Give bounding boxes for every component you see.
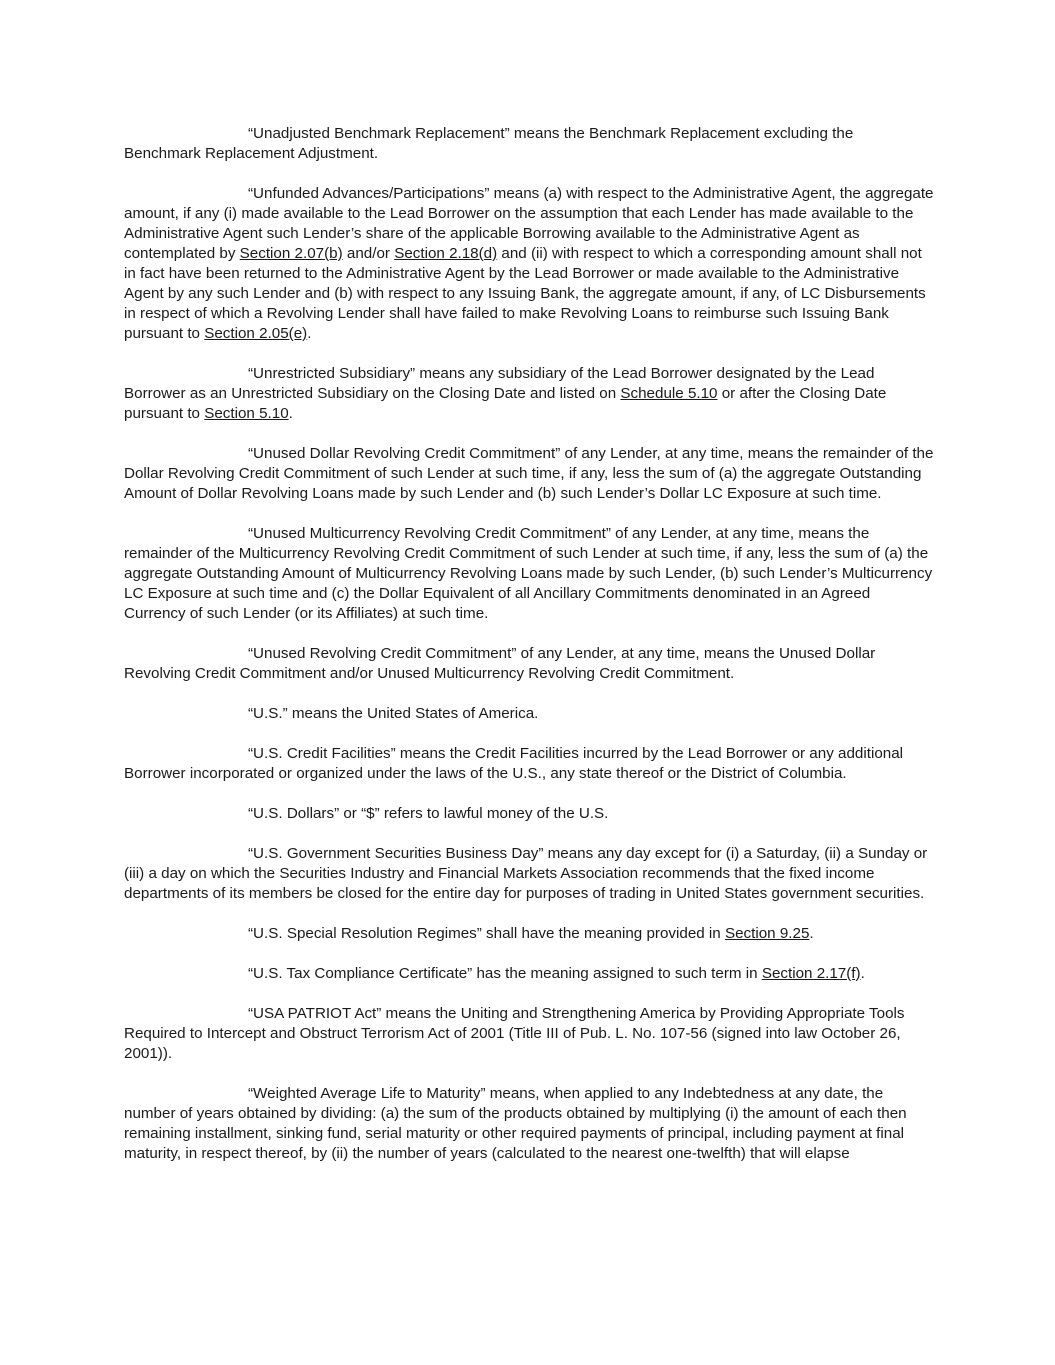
section-reference-link[interactable]: Section 2.17(f) bbox=[761, 965, 861, 982]
definition-paragraph bbox=[124, 804, 934, 824]
definition-paragraph bbox=[124, 644, 934, 684]
definition-text: and (ii) with respect to which a corresponding amount shall not in fact have been returned to the Administrative Agent by the Lead Borrower or made available to the Administrative Agent by any such Lender and (b) with respect to any Issuing Bank, the aggregate amount, if any, of LC Disbursements in respect of which a Revolving Lender shall have failed to make Revolving Loans to reimburse such Issuing Bank pursuant to bbox=[124, 245, 926, 342]
definition-text: “Unused Revolving Credit Commitment” of any Lender, at any time, means the Unused Dollar Revolving Credit Commitment and/or Unused Multicurrency Revolving Credit Commitment. bbox=[124, 645, 876, 682]
definition-text: “Weighted Average Life to Maturity” means, when applied to any Indebtedness at any date, the number of years obtained by dividing: (a) the sum of the products obtained by multiplying (i) the amount of each then remaining installment, sinking fund, serial maturity or other required payments of principal, including payment at final maturity, in respect thereof, by (ii) the number of years (calculated to the nearest one-twelfth) that will elapse bbox=[124, 1085, 907, 1162]
definition-paragraph bbox=[124, 444, 934, 504]
definition-text: “U.S. Government Securities Business Day” means any day except for (i) a Saturday, (ii) a Sunday or (iii) a day on which the Securities Industry and Financial Markets Association recommends that the fixed income departments of its members be closed for the entire day for purposes of trading in United States government securities. bbox=[124, 845, 928, 902]
section-reference-link[interactable]: Section 9.25 bbox=[724, 925, 810, 942]
section-reference-link[interactable]: Section 2.18(d) bbox=[394, 245, 498, 262]
definition-text: “U.S. Special Resolution Regimes” shall have the meaning provided in bbox=[248, 925, 725, 942]
definition-paragraph bbox=[124, 744, 934, 784]
definition-paragraph bbox=[124, 524, 934, 624]
definition-text: “Unrestricted Subsidiary” means any subsidiary of the Lead Borrower designated by the Lead Borrower as an Unrestricted Subsidiary on the Closing Date and listed on bbox=[124, 365, 875, 402]
section-reference-link[interactable]: Section 2.05(e) bbox=[204, 325, 308, 342]
definition-text: . bbox=[860, 965, 865, 982]
definition-text: . bbox=[288, 405, 293, 422]
definition-paragraph bbox=[124, 1084, 934, 1164]
definition-paragraph bbox=[124, 964, 934, 984]
definition-text: “U.S. Credit Facilities” means the Credit Facilities incurred by the Lead Borrower or any additional Borrower incorporated or organized under the laws of the U.S., any state thereof or the District of Columbia. bbox=[124, 745, 904, 782]
section-reference-link[interactable]: Section 5.10 bbox=[204, 405, 289, 422]
definition-text: “Unused Dollar Revolving Credit Commitment” of any Lender, at any time, means the remainder of the Dollar Revolving Credit Commitment of such Lender at such time, if any, less the sum of (a) the aggregate Outstanding Amount of Dollar Revolving Loans made by such Lender and (b) such Lender’s Dollar LC Exposure at such time. bbox=[124, 445, 934, 502]
definition-paragraph bbox=[124, 364, 934, 424]
definition-text: “USA PATRIOT Act” means the Uniting and Strengthening America by Providing Appropriate Tools Required to Intercept and Obstruct Terrorism Act of 2001 (Title III of Pub. L. No. 107-56 (signed into law October 26, 2001)). bbox=[124, 1005, 905, 1062]
definition-text: . bbox=[307, 325, 312, 342]
definition-paragraph bbox=[124, 184, 934, 344]
definition-text: or after the Closing Date pursuant to bbox=[124, 385, 887, 422]
definition-text: and/or bbox=[342, 245, 395, 262]
definition-text: “Unused Multicurrency Revolving Credit Commitment” of any Lender, at any time, means the remainder of the Multicurrency Revolving Credit Commitment of such Lender at such time, if any, less the sum of (a) the aggregate Outstanding Amount of Multicurrency Revolving Loans made by such Lender, (b) such Lender’s Multicurrency LC Exposure at such time and (c) the Dollar Equivalent of all Ancillary Commitments denominated in an Agreed Currency of such Lender (or its Affiliates) at such time. bbox=[124, 525, 933, 622]
definition-paragraph bbox=[124, 844, 934, 904]
definition-text: “U.S.” means the United States of America. bbox=[248, 705, 539, 722]
definition-text: “U.S. Tax Compliance Certificate” has the meaning assigned to such term in bbox=[248, 965, 762, 982]
document-page bbox=[124, 124, 934, 1184]
definition-paragraph bbox=[124, 1004, 934, 1064]
definition-text: “U.S. Dollars” or “$” refers to lawful money of the U.S. bbox=[248, 805, 609, 822]
section-reference-link[interactable]: Schedule 5.10 bbox=[620, 385, 718, 402]
section-reference-link[interactable]: Section 2.07(b) bbox=[239, 245, 343, 262]
definition-paragraph bbox=[124, 924, 934, 944]
definition-text: . bbox=[809, 925, 814, 942]
definition-paragraph bbox=[124, 704, 934, 724]
definition-text: “Unadjusted Benchmark Replacement” means the Benchmark Replacement excluding the Benchmark Replacement Adjustment. bbox=[124, 125, 854, 162]
definition-text: “Unfunded Advances/Participations” means (a) with respect to the Administrative Agent, the aggregate amount, if any (i) made available to the Lead Borrower on the assumption that each Lender has made available to the Administrative Agent such Lender’s share of the applicable Borrowing available to the Administrative Agent as contemplated by bbox=[124, 185, 934, 262]
definition-paragraph bbox=[124, 124, 934, 164]
